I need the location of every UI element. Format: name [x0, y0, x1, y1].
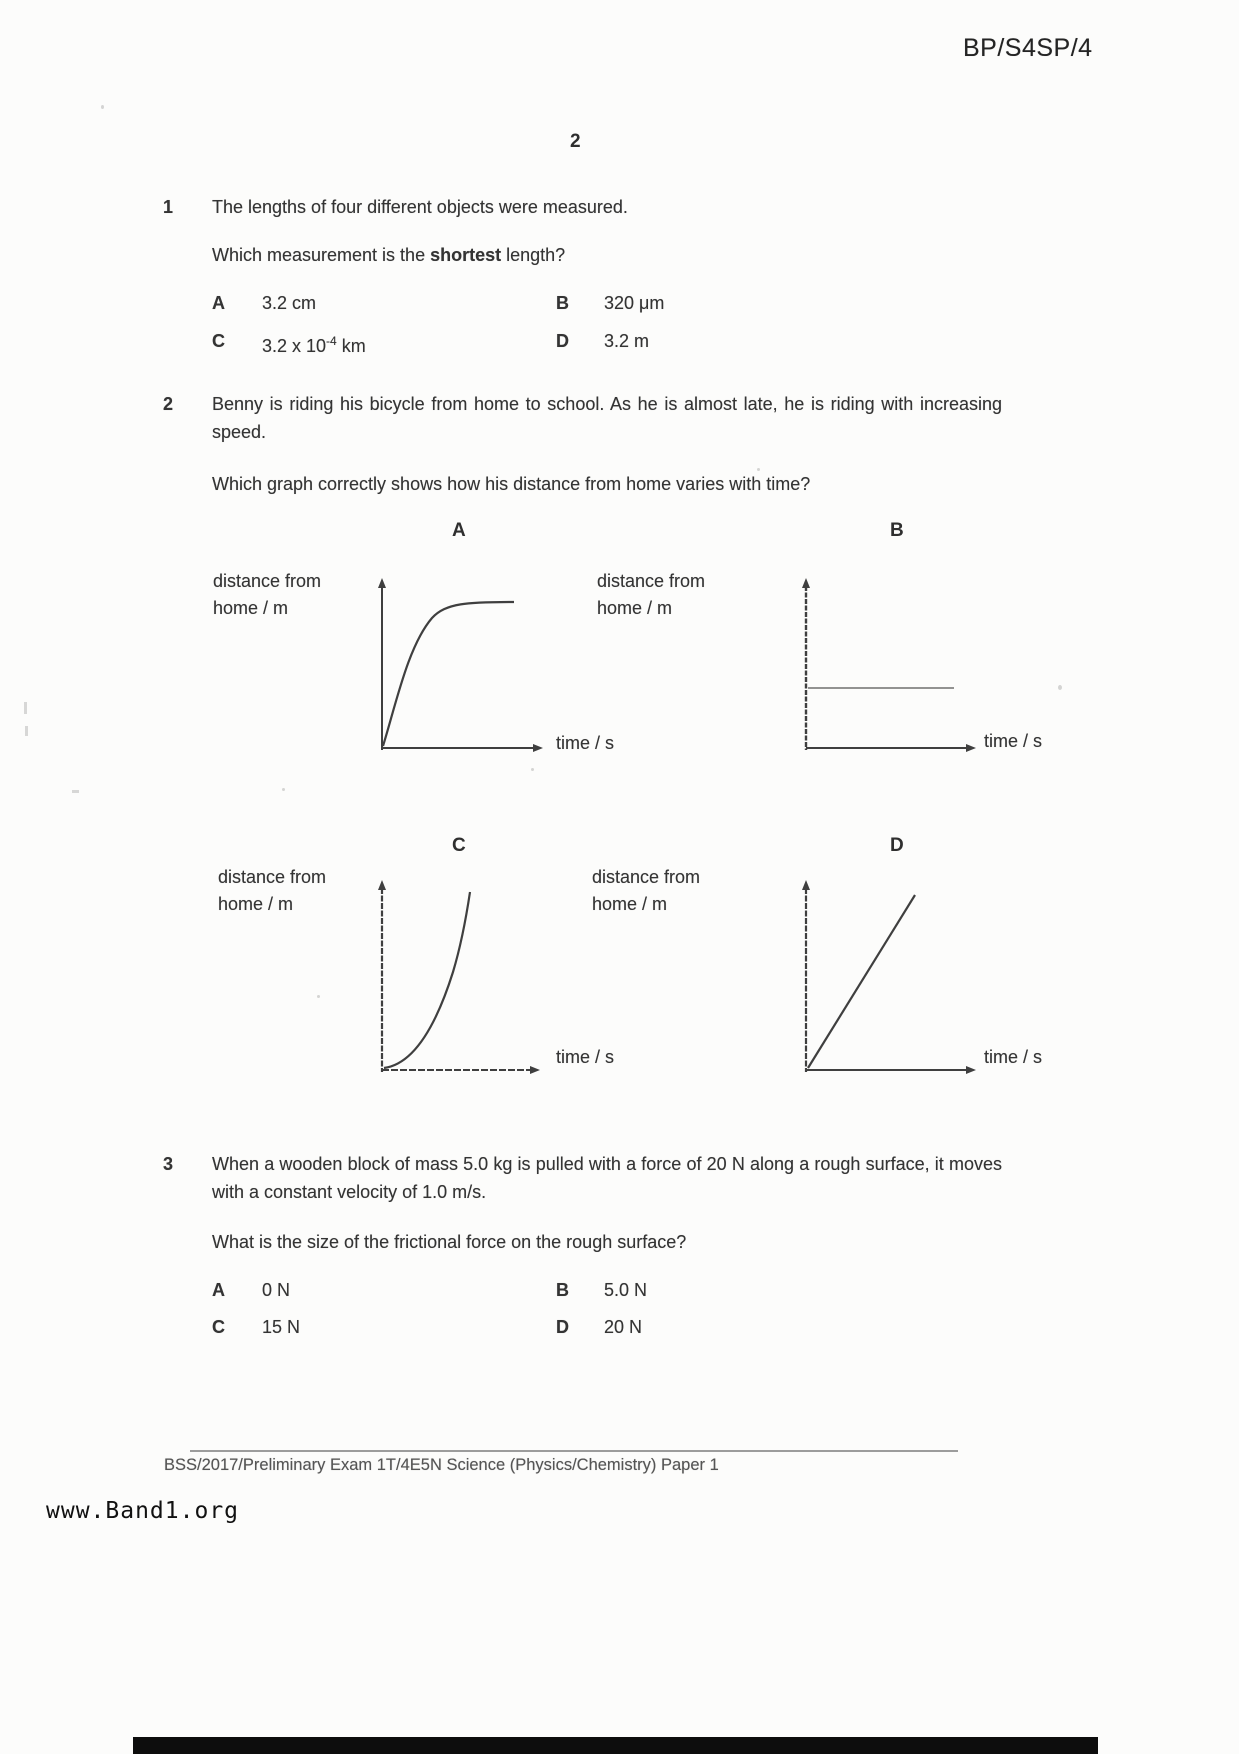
graph-c-curve — [384, 892, 470, 1068]
q1-option-d-letter: D — [556, 331, 569, 351]
graph-a-y-axis-arrow-icon — [378, 578, 386, 588]
graph-c-ylabel — [218, 864, 326, 918]
q2-question: Which graph correctly shows how his distance from home varies with time? — [212, 474, 811, 494]
graph-c-ylabel-line2: home / m — [218, 894, 294, 914]
q1-option-c-base: 3.2 x 10 — [262, 336, 327, 356]
q1-option-c-exponent: -4 — [326, 334, 337, 348]
q1-question-pre: Which measurement is the — [212, 245, 431, 265]
footer-rule — [190, 1450, 958, 1452]
graph-b-label: B — [890, 520, 904, 541]
q3-option-c-letter: C — [212, 1317, 225, 1337]
q1-option-c-unit: km — [336, 336, 366, 356]
q2-number: 2 — [163, 394, 174, 414]
q3-option-a-letter: A — [212, 1280, 225, 1300]
graph-d-y-axis-arrow-icon — [802, 880, 810, 890]
scan-artifact — [24, 702, 27, 714]
graph-d-curve — [808, 895, 915, 1068]
scan-black-bar — [133, 1737, 1098, 1754]
q3-option-d-letter: D — [556, 1317, 569, 1337]
graph-b-plot — [796, 576, 986, 761]
watermark-text: www.Band1.org — [46, 1498, 240, 1524]
graph-c-y-axis-arrow-icon — [378, 880, 386, 890]
q1-option-d-value: 3.2 m — [604, 331, 650, 351]
graph-d-xlabel: time / s — [984, 1047, 1043, 1067]
graph-b-ylabel-line1: distance from — [597, 571, 706, 591]
scan-artifact — [757, 468, 760, 471]
page-number: 2 — [570, 131, 581, 152]
scan-artifact — [317, 995, 320, 998]
q3-option-b-value: 5.0 N — [604, 1280, 648, 1300]
scan-artifact — [72, 790, 79, 793]
graph-a-x-axis-arrow-icon — [533, 744, 543, 752]
q1-option-a-letter: A — [212, 293, 225, 313]
graph-c-x-axis-arrow-icon — [530, 1066, 540, 1074]
graph-a-curve — [383, 602, 514, 746]
q1-option-c-letter: C — [212, 331, 225, 351]
graph-a-ylabel-line2: home / m — [213, 598, 289, 618]
q3-stem: When a wooden block of mass 5.0 kg is pulled with a force of 20 N along a rough surface, it moves with a constant velocity of 1.0 m/s. — [212, 1154, 1002, 1202]
graph-b-y-axis-arrow-icon — [802, 578, 810, 588]
graph-b-ylabel-line2: home / m — [597, 598, 673, 618]
q1-option-b-letter: B — [556, 293, 569, 313]
graph-a-label: A — [452, 520, 466, 541]
q1-question-post: length? — [501, 245, 566, 265]
graph-b-ylabel — [597, 568, 705, 622]
graph-c-plot — [372, 878, 547, 1078]
graph-d-ylabel-line1: distance from — [592, 867, 701, 887]
footer-text: BSS/2017/Preliminary Exam 1T/4E5N Science (Physics/Chemistry) Paper 1 — [164, 1456, 719, 1474]
q1-option-c-value — [262, 327, 366, 360]
graph-c-label: C — [452, 835, 466, 856]
scan-artifact — [1058, 685, 1062, 690]
q3-option-b-letter: B — [556, 1280, 569, 1300]
graph-d-label: D — [890, 835, 904, 856]
graph-b-xlabel: time / s — [984, 731, 1043, 751]
paper-code: BP/S4SP/4 — [963, 34, 1093, 62]
graph-a-ylabel-line1: distance from — [213, 571, 322, 591]
graph-c-ylabel-line1: distance from — [218, 867, 327, 887]
scan-artifact — [101, 105, 104, 109]
scan-artifact — [25, 726, 28, 736]
graph-a-plot — [372, 576, 547, 761]
q1-question — [212, 241, 1002, 269]
graph-c-xlabel: time / s — [556, 1047, 615, 1067]
q1-option-b-value: 320 μm — [604, 293, 665, 313]
q3-option-a-value: 0 N — [262, 1280, 291, 1300]
graph-b-x-axis-arrow-icon — [966, 744, 976, 752]
q1-option-a-value: 3.2 cm — [262, 293, 317, 313]
graph-d-plot — [796, 878, 986, 1078]
q3-number: 3 — [163, 1154, 174, 1174]
graph-d-ylabel — [592, 864, 700, 918]
q1-question-bold-word: shortest — [430, 245, 502, 265]
q2-stem: Benny is riding his bicycle from home to school. As he is almost late, he is riding with increasing speed. — [212, 394, 1002, 442]
graph-d-ylabel-line2: home / m — [592, 894, 668, 914]
q3-option-d-value: 20 N — [604, 1317, 643, 1337]
q3-option-c-value: 15 N — [262, 1317, 301, 1337]
q1-stem: The lengths of four different objects were measured. — [212, 197, 628, 217]
scan-artifact — [531, 768, 534, 771]
q3-question: What is the size of the frictional force on the rough surface? — [212, 1232, 687, 1252]
graph-d-x-axis-arrow-icon — [966, 1066, 976, 1074]
graph-a-xlabel: time / s — [556, 733, 615, 753]
graph-a-ylabel — [213, 568, 321, 622]
q1-number: 1 — [163, 197, 174, 217]
scan-artifact — [282, 788, 285, 791]
